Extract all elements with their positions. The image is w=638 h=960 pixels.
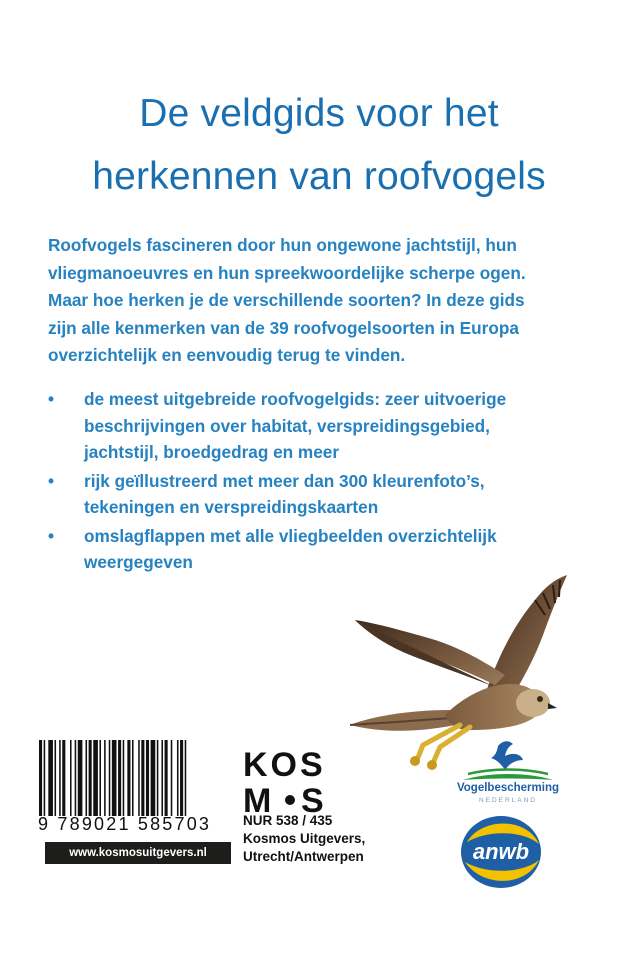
barcode-bar xyxy=(62,740,65,816)
barcode-bar xyxy=(146,740,149,816)
feature-list xyxy=(48,386,618,578)
feature-line: omslagflappen met alle vliegbeelden overzichtelijk xyxy=(84,525,497,546)
intro-line: overzichtelijk en eenvoudig terug te vinden. xyxy=(48,345,406,365)
logo-bottom-right: S xyxy=(301,782,324,820)
feature-line: jachtstijl, broedgedrag en meer xyxy=(84,442,340,462)
feature-line: weergegeven xyxy=(84,552,193,572)
title-line-2: herkennen van roofvogels xyxy=(92,155,546,198)
intro-line: vliegmanoeuvres en hun spreekwoordelijke scherpe ogen. xyxy=(48,262,526,283)
barcode-bar xyxy=(109,740,111,816)
nur-code: NUR 538 / 435 xyxy=(243,813,333,828)
cover-title xyxy=(0,82,638,208)
bullet-marker: • xyxy=(48,389,55,409)
barcode-bar xyxy=(75,740,77,816)
isbn-number: 9 789021 585703 xyxy=(38,814,212,834)
website-link[interactable]: www.kosmosuitgevers.nl xyxy=(45,842,231,864)
barcode-bar xyxy=(157,740,159,816)
feature-line: de meest uitgebreide roofvogelgids: zeer uitvoerige xyxy=(84,389,507,409)
barcode-bar xyxy=(99,740,101,816)
barcode-bar xyxy=(138,740,140,816)
feature-line: rijk geïllustreerd met meer dan 300 kleurenfoto’s, xyxy=(84,470,485,491)
publisher-info xyxy=(243,812,365,866)
barcode-bar xyxy=(118,740,121,816)
barcode-bar xyxy=(123,740,125,816)
feature-item xyxy=(48,386,618,466)
publisher-name: Kosmos Uitgevers, xyxy=(243,831,366,846)
intro-line: Maar hoe herken je de verschillende soorten? In deze gids xyxy=(48,290,525,310)
barcode-bar xyxy=(127,740,130,816)
barcode-bar xyxy=(93,740,98,816)
logo-top-text: KOS xyxy=(243,746,326,784)
vogelbescherming-name: Vogelbescherming xyxy=(456,782,560,794)
barcode-bar xyxy=(48,740,53,816)
barcode-bar xyxy=(180,740,183,816)
barcode-bar xyxy=(44,740,46,816)
intro-line: zijn alle kenmerken van de 39 roofvogelsoorten in Europa xyxy=(48,317,519,338)
intro-line: Roofvogels fascineren door hun ongewone jachtstijl, hun xyxy=(48,235,517,255)
barcode-bar xyxy=(141,740,144,816)
barcode-bar xyxy=(55,740,57,816)
barcode-bar xyxy=(171,740,173,816)
anwb-text: anwb xyxy=(472,839,530,864)
feature-line: tekeningen en verspreidingskaarten xyxy=(84,497,379,517)
publisher-location: Utrecht/Antwerpen xyxy=(243,849,364,864)
barcode-bar xyxy=(185,740,187,816)
barcode-bar xyxy=(70,740,72,816)
anwb-logo-icon xyxy=(457,812,545,892)
intro-paragraph xyxy=(48,232,608,370)
logo-dot-icon xyxy=(285,795,295,805)
barcode-bar xyxy=(86,740,88,816)
barcode-bar xyxy=(39,740,42,816)
barcode-bar xyxy=(165,740,168,816)
barcode-bar xyxy=(104,740,106,816)
logo-bottom-left: M xyxy=(243,782,272,820)
barcode-bar xyxy=(59,740,61,816)
barcode-bar xyxy=(151,740,156,816)
title-line-1: De veldgids voor het xyxy=(139,92,499,135)
feature-item xyxy=(48,523,618,576)
barcode-bar xyxy=(132,740,134,816)
barcode xyxy=(37,740,233,818)
vogelbescherming-sub: NEDERLAND xyxy=(478,797,538,804)
feature-item xyxy=(48,468,618,521)
bullet-marker: • xyxy=(48,470,55,491)
barcode-bar xyxy=(78,740,83,816)
barcode-bar xyxy=(177,740,179,816)
bullet-marker: • xyxy=(48,525,55,546)
barcode-bar xyxy=(161,740,163,816)
feature-line: beschrijvingen over habitat, verspreidingsgebied, xyxy=(84,415,490,436)
barcode-bar xyxy=(89,740,92,816)
barcode-bar xyxy=(112,740,117,816)
